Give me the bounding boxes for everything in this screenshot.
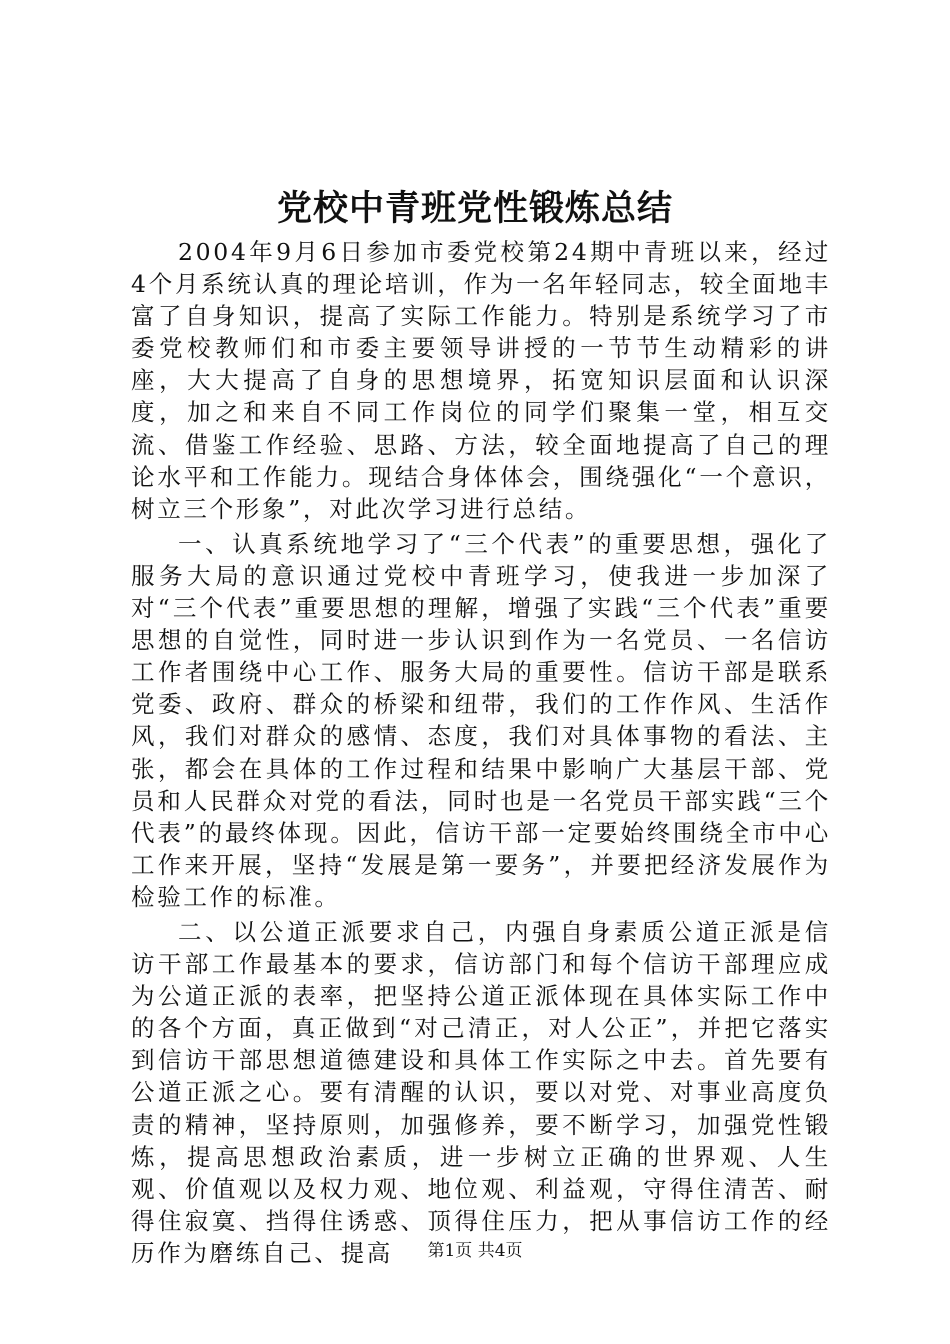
document-body	[131, 236, 831, 1272]
document-title: 党校中青班党性锻炼总结	[276, 188, 673, 229]
paragraph-section-two: 二、以公道正派要求自己，内强自身素质公道正派是信访干部工作最基本的要求，信访部门和每个信访干部理应成为公道正派的表率，把坚持公道正派体现在具体实际工作中的各个方面，真正做到“对己清正，对人公正”，并把它落实到信访干部思想道德建设和具体工作实际之中去。首先要有公道正派之心。要有清醒的认识，要以对党、对事业高度负责的精神，坚持原则，加强修养，要不断学习，加强党性锻炼，提高思想政治素质，进一步树立正确的世界观、人生观、价值观以及权力观、地位观、利益观，守得住清苦、耐得住寂寞、挡得住诱惑、顶得住压力，把从事信访工作的经历作为磨练自己、提高	[131, 917, 831, 1267]
paragraph-section-one: 一、认真系统地学习了“三个代表”的重要思想，强化了服务大局的意识通过党校中青班学习，使我进一步加深了对“三个代表”重要思想的理解，增强了实践“三个代表”重要思想的自觉性，同时进一步认识到作为一名党员、一名信访工作者围绕中心工作、服务大局的重要性。信访干部是联系党委、政府、群众的桥梁和纽带，我们的工作作风、生活作风，我们对群众的感情、态度，我们对具体事物的看法、主张，都会在具体的工作过程和结果中影响广大基层干部、党员和人民群众对党的看法，同时也是一名党员干部实践“三个代表”的最终体现。因此，信访干部一定要始终围绕全市中心工作来开展，坚持“发展是第一要务”，并要把经济发展作为检验工作的标准。	[131, 529, 831, 911]
page-footer: 第1页 共4页	[427, 1241, 523, 1261]
paragraph-intro: 2004年9月6日参加市委党校第24期中青班以来，经过4个月系统认真的理论培训，作为一名年轻同志，较全面地丰富了自身知识，提高了实际工作能力。特别是系统学习了市委党校教师们和市委主要领导讲授的一节节生动精彩的讲座，大大提高了自身的思想境界，拓宽知识层面和认识深度，加之和来自不同工作岗位的同学们聚集一堂，相互交流、借鉴工作经验、思路、方法，较全面地提高了自己的理论水平和工作能力。现结合身体体会，围绕强化“一个意识，树立三个形象”，对此次学习进行总结。	[131, 238, 831, 523]
